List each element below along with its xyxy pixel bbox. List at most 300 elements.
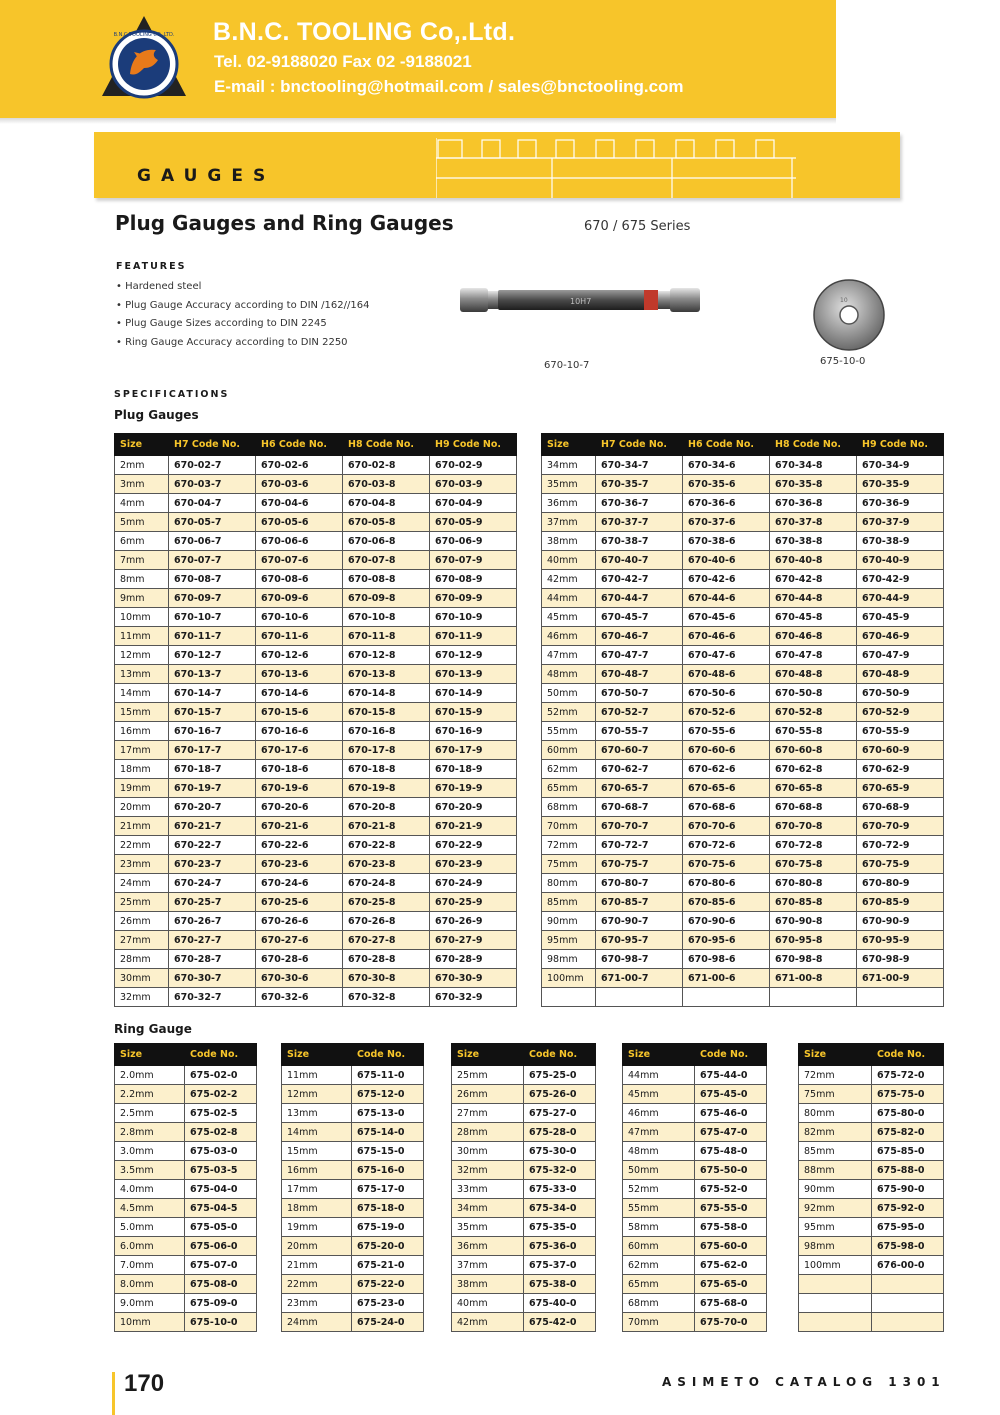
table-row [542,627,944,646]
code-cell: 670-44-8 [770,589,857,608]
size-cell: 27mm [115,931,169,950]
size-cell: 52mm [542,703,596,722]
size-cell: 14mm [282,1123,352,1142]
column-header-h6: H6 Code No. [256,434,343,456]
code-cell [770,988,857,1007]
code-cell: 670-15-7 [169,703,256,722]
size-cell: 55mm [623,1199,695,1218]
code-cell: 670-17-7 [169,741,256,760]
ring-gauge-table-5 [798,1043,944,1332]
table-row [623,1256,767,1275]
table-row [623,1180,767,1199]
code-cell: 675-85-0 [872,1142,944,1161]
size-cell: 17mm [282,1180,352,1199]
code-cell: 670-44-6 [683,589,770,608]
code-cell: 670-21-7 [169,817,256,836]
code-cell: 670-68-6 [683,798,770,817]
code-cell: 670-35-7 [596,475,683,494]
table-row [115,570,517,589]
size-cell: 85mm [542,893,596,912]
code-cell: 670-47-9 [857,646,944,665]
table-row [282,1066,424,1085]
table-row [115,1199,257,1218]
size-cell: 9.0mm [115,1294,185,1313]
table-row [799,1123,944,1142]
table-row [542,950,944,969]
code-cell: 675-21-0 [352,1256,424,1275]
code-cell: 670-44-9 [857,589,944,608]
series-label: 670 / 675 Series [584,219,691,234]
table-row [115,475,517,494]
code-cell: 670-17-8 [343,741,430,760]
size-cell: 9mm [115,589,169,608]
column-header-code: Code No. [352,1044,424,1066]
table-row [542,589,944,608]
code-cell: 670-50-7 [596,684,683,703]
code-cell: 670-40-9 [857,551,944,570]
code-cell: 670-60-9 [857,741,944,760]
code-cell: 670-80-8 [770,874,857,893]
code-cell: 670-70-7 [596,817,683,836]
size-cell: 72mm [799,1066,872,1085]
code-cell: 670-15-8 [343,703,430,722]
code-cell: 670-08-9 [430,570,517,589]
code-cell: 675-07-0 [185,1256,257,1275]
code-cell: 670-80-7 [596,874,683,893]
code-cell: 670-34-8 [770,456,857,475]
code-cell: 675-68-0 [695,1294,767,1313]
code-cell: 670-19-7 [169,779,256,798]
table-row [542,874,944,893]
size-cell: 16mm [115,722,169,741]
company-phone: Tel. 02-9188020 Fax 02 -9188021 [214,52,472,71]
catalog-name: ASIMETO CATALOG 1301 [662,1375,946,1389]
code-cell: 670-24-7 [169,874,256,893]
code-cell: 675-35-0 [524,1218,596,1237]
code-cell: 670-98-7 [596,950,683,969]
table-row [542,608,944,627]
table-row [542,513,944,532]
code-cell: 670-38-6 [683,532,770,551]
size-cell: 90mm [799,1180,872,1199]
code-cell: 670-68-9 [857,798,944,817]
code-cell: 670-12-6 [256,646,343,665]
code-cell: 670-02-6 [256,456,343,475]
code-cell: 671-00-8 [770,969,857,988]
code-cell: 670-25-6 [256,893,343,912]
code-cell: 670-19-8 [343,779,430,798]
ring-gauge-caption: 675-10-0 [820,356,866,367]
table-row [115,893,517,912]
size-cell: 30mm [115,969,169,988]
code-cell: 670-19-6 [256,779,343,798]
table-row [623,1142,767,1161]
size-cell: 24mm [115,874,169,893]
table-row [115,722,517,741]
plug-gauge-table-right [541,433,944,1007]
size-cell: 28mm [452,1123,524,1142]
code-cell: 675-08-0 [185,1275,257,1294]
size-cell: 7.0mm [115,1256,185,1275]
table-row [282,1256,424,1275]
table-row [623,1275,767,1294]
code-cell: 670-21-9 [430,817,517,836]
table-row [799,1085,944,1104]
code-cell: 670-90-6 [683,912,770,931]
size-cell: 44mm [623,1066,695,1085]
size-cell [799,1294,872,1313]
size-cell: 4.5mm [115,1199,185,1218]
code-cell: 670-10-9 [430,608,517,627]
size-cell: 28mm [115,950,169,969]
code-cell: 670-85-7 [596,893,683,912]
plug-gauge-table-left [114,433,517,1007]
plug-gauge-caption: 670-10-7 [544,360,590,371]
code-cell: 670-24-9 [430,874,517,893]
code-cell: 675-60-0 [695,1237,767,1256]
code-cell: 670-70-6 [683,817,770,836]
table-header-row [799,1044,944,1066]
code-cell: 670-26-8 [343,912,430,931]
code-cell: 670-55-6 [683,722,770,741]
code-cell: 670-11-6 [256,627,343,646]
table-row [115,532,517,551]
code-cell: 670-22-8 [343,836,430,855]
table-row [542,798,944,817]
size-cell: 4.0mm [115,1180,185,1199]
code-cell: 670-09-7 [169,589,256,608]
size-cell: 4mm [115,494,169,513]
code-cell: 670-48-6 [683,665,770,684]
size-cell: 40mm [542,551,596,570]
size-cell: 47mm [623,1123,695,1142]
code-cell: 671-00-7 [596,969,683,988]
code-cell: 670-75-9 [857,855,944,874]
size-cell: 75mm [542,855,596,874]
code-cell: 670-90-7 [596,912,683,931]
size-cell: 26mm [452,1085,524,1104]
code-cell: 675-92-0 [872,1199,944,1218]
code-cell: 670-80-9 [857,874,944,893]
code-cell: 670-37-9 [857,513,944,532]
size-cell: 44mm [542,589,596,608]
size-cell: 19mm [282,1218,352,1237]
size-cell: 2.0mm [115,1066,185,1085]
size-cell: 15mm [115,703,169,722]
size-cell: 32mm [452,1161,524,1180]
code-cell: 670-14-8 [343,684,430,703]
table-row [623,1313,767,1332]
table-row [115,1237,257,1256]
company-email: E-mail : bnctooling@hotmail.com / sales@bnctooling.com [214,77,684,96]
code-cell: 675-15-0 [352,1142,424,1161]
table-row [115,627,517,646]
code-cell: 670-40-7 [596,551,683,570]
code-cell: 675-02-2 [185,1085,257,1104]
table-row [799,1180,944,1199]
code-cell: 670-14-9 [430,684,517,703]
table-row [115,779,517,798]
size-cell: 68mm [623,1294,695,1313]
table-row [115,589,517,608]
code-cell: 670-14-6 [256,684,343,703]
size-cell: 60mm [542,741,596,760]
table-row [542,570,944,589]
code-cell: 675-72-0 [872,1066,944,1085]
code-cell: 675-04-0 [185,1180,257,1199]
size-cell: 15mm [282,1142,352,1161]
table-row [623,1161,767,1180]
code-cell: 670-08-6 [256,570,343,589]
table-row [115,1313,257,1332]
size-cell: 3.5mm [115,1161,185,1180]
code-cell: 675-26-0 [524,1085,596,1104]
code-cell: 670-46-6 [683,627,770,646]
table-row [115,684,517,703]
table-row [115,950,517,969]
table-row [542,722,944,741]
code-cell: 670-03-9 [430,475,517,494]
code-cell: 670-45-7 [596,608,683,627]
code-cell: 675-18-0 [352,1199,424,1218]
features-heading: FEATURES [116,261,187,272]
code-cell: 670-18-6 [256,760,343,779]
table-row [115,1142,257,1161]
code-cell: 670-16-9 [430,722,517,741]
size-cell: 10mm [115,1313,185,1332]
code-cell: 675-42-0 [524,1313,596,1332]
table-row [115,798,517,817]
column-header-size: Size [282,1044,352,1066]
table-row [799,1199,944,1218]
code-cell: 670-10-7 [169,608,256,627]
code-cell: 670-12-8 [343,646,430,665]
code-cell: 670-28-8 [343,950,430,969]
code-cell: 670-23-6 [256,855,343,874]
code-cell [872,1294,944,1313]
code-cell: 670-22-9 [430,836,517,855]
logo-text: B.N.C.TOOLING CO.,LTD. [113,32,175,38]
code-cell: 675-10-0 [185,1313,257,1332]
size-cell: 48mm [623,1142,695,1161]
code-cell: 670-75-8 [770,855,857,874]
code-cell: 675-23-0 [352,1294,424,1313]
size-cell: 13mm [115,665,169,684]
code-cell: 670-13-7 [169,665,256,684]
column-header-code: Code No. [524,1044,596,1066]
size-cell: 18mm [115,760,169,779]
code-cell: 675-30-0 [524,1142,596,1161]
code-cell: 675-70-0 [695,1313,767,1332]
size-cell: 24mm [282,1313,352,1332]
table-row [452,1180,596,1199]
code-cell [872,1275,944,1294]
code-cell: 670-11-7 [169,627,256,646]
code-cell: 670-18-9 [430,760,517,779]
code-cell: 670-47-8 [770,646,857,665]
code-cell: 670-27-9 [430,931,517,950]
table-row [115,931,517,950]
size-cell: 42mm [542,570,596,589]
column-header-h9: H9 Code No. [430,434,517,456]
table-row [115,741,517,760]
table-row [542,684,944,703]
table-header-row [452,1044,596,1066]
table-row [115,551,517,570]
table-row [542,855,944,874]
code-cell: 670-03-8 [343,475,430,494]
size-cell: 17mm [115,741,169,760]
table-header-row [623,1044,767,1066]
code-cell: 670-50-8 [770,684,857,703]
code-cell: 670-20-8 [343,798,430,817]
code-cell [857,988,944,1007]
table-row [282,1123,424,1142]
column-header-h8: H8 Code No. [770,434,857,456]
ring-gauge-table-1 [114,1043,257,1332]
table-row [115,608,517,627]
table-row [542,988,944,1007]
table-row [542,779,944,798]
size-cell: 58mm [623,1218,695,1237]
code-cell: 670-11-8 [343,627,430,646]
code-cell: 675-33-0 [524,1180,596,1199]
table-row [623,1237,767,1256]
company-logo-icon [98,12,190,104]
size-cell: 100mm [799,1256,872,1275]
size-cell: 90mm [542,912,596,931]
table-row [452,1066,596,1085]
code-cell: 670-52-6 [683,703,770,722]
size-cell: 34mm [542,456,596,475]
code-cell: 670-98-9 [857,950,944,969]
table-row [282,1294,424,1313]
code-cell: 670-07-8 [343,551,430,570]
code-cell: 670-16-7 [169,722,256,741]
table-row [452,1237,596,1256]
code-cell: 670-23-8 [343,855,430,874]
size-cell: 18mm [282,1199,352,1218]
code-cell: 670-27-8 [343,931,430,950]
table-row [115,1256,257,1275]
code-cell: 675-82-0 [872,1123,944,1142]
code-cell: 670-22-7 [169,836,256,855]
column-header-h7: H7 Code No. [169,434,256,456]
code-cell: 670-55-8 [770,722,857,741]
code-cell: 670-05-6 [256,513,343,532]
code-cell: 675-27-0 [524,1104,596,1123]
code-cell: 670-70-8 [770,817,857,836]
code-cell: 675-03-0 [185,1142,257,1161]
table-row [282,1161,424,1180]
code-cell: 675-22-0 [352,1275,424,1294]
code-cell: 670-30-7 [169,969,256,988]
code-cell: 670-26-7 [169,912,256,931]
feature-item: • Plug Gauge Sizes according to DIN 2245 [116,318,327,329]
size-cell: 34mm [452,1199,524,1218]
code-cell: 670-55-7 [596,722,683,741]
code-cell: 670-70-9 [857,817,944,836]
code-cell: 670-15-6 [256,703,343,722]
code-cell: 670-13-9 [430,665,517,684]
column-header-code: Code No. [872,1044,944,1066]
table-row [799,1313,944,1332]
code-cell: 670-34-7 [596,456,683,475]
size-cell: 8mm [115,570,169,589]
code-cell: 670-05-7 [169,513,256,532]
table-row [542,760,944,779]
table-row [542,475,944,494]
code-cell: 670-26-6 [256,912,343,931]
code-cell: 670-34-9 [857,456,944,475]
code-cell: 675-44-0 [695,1066,767,1085]
code-cell: 670-06-8 [343,532,430,551]
table-row [542,646,944,665]
code-cell: 670-36-9 [857,494,944,513]
size-cell: 85mm [799,1142,872,1161]
code-cell: 675-32-0 [524,1161,596,1180]
size-cell: 62mm [542,760,596,779]
code-cell: 670-35-9 [857,475,944,494]
table-row [282,1142,424,1161]
code-cell: 670-65-8 [770,779,857,798]
size-cell: 40mm [452,1294,524,1313]
code-cell: 675-09-0 [185,1294,257,1313]
size-cell: 26mm [115,912,169,931]
table-row [282,1180,424,1199]
code-cell: 670-68-8 [770,798,857,817]
band-pattern-decoration [436,138,796,198]
column-header-size: Size [115,434,169,456]
size-cell: 37mm [452,1256,524,1275]
size-cell: 2.5mm [115,1104,185,1123]
size-cell: 36mm [542,494,596,513]
code-cell: 675-25-0 [524,1066,596,1085]
size-cell: 25mm [115,893,169,912]
code-cell: 670-38-9 [857,532,944,551]
code-cell: 670-07-6 [256,551,343,570]
code-cell: 670-48-9 [857,665,944,684]
code-cell: 670-50-9 [857,684,944,703]
size-cell: 21mm [282,1256,352,1275]
code-cell: 670-32-7 [169,988,256,1007]
code-cell: 675-98-0 [872,1237,944,1256]
size-cell: 11mm [115,627,169,646]
size-cell: 16mm [282,1161,352,1180]
code-cell: 670-30-8 [343,969,430,988]
size-cell: 38mm [452,1275,524,1294]
code-cell: 675-05-0 [185,1218,257,1237]
code-cell: 670-85-6 [683,893,770,912]
size-cell: 47mm [542,646,596,665]
code-cell: 675-12-0 [352,1085,424,1104]
code-cell: 670-12-7 [169,646,256,665]
size-cell: 88mm [799,1161,872,1180]
code-cell: 670-28-7 [169,950,256,969]
code-cell: 675-28-0 [524,1123,596,1142]
size-cell: 62mm [623,1256,695,1275]
column-header-code: Code No. [695,1044,767,1066]
code-cell: 670-42-8 [770,570,857,589]
size-cell: 19mm [115,779,169,798]
code-cell: 670-08-7 [169,570,256,589]
code-cell: 670-52-7 [596,703,683,722]
code-cell: 670-22-6 [256,836,343,855]
size-cell: 35mm [542,475,596,494]
size-cell: 2.8mm [115,1123,185,1142]
table-row [282,1104,424,1123]
code-cell: 670-72-6 [683,836,770,855]
